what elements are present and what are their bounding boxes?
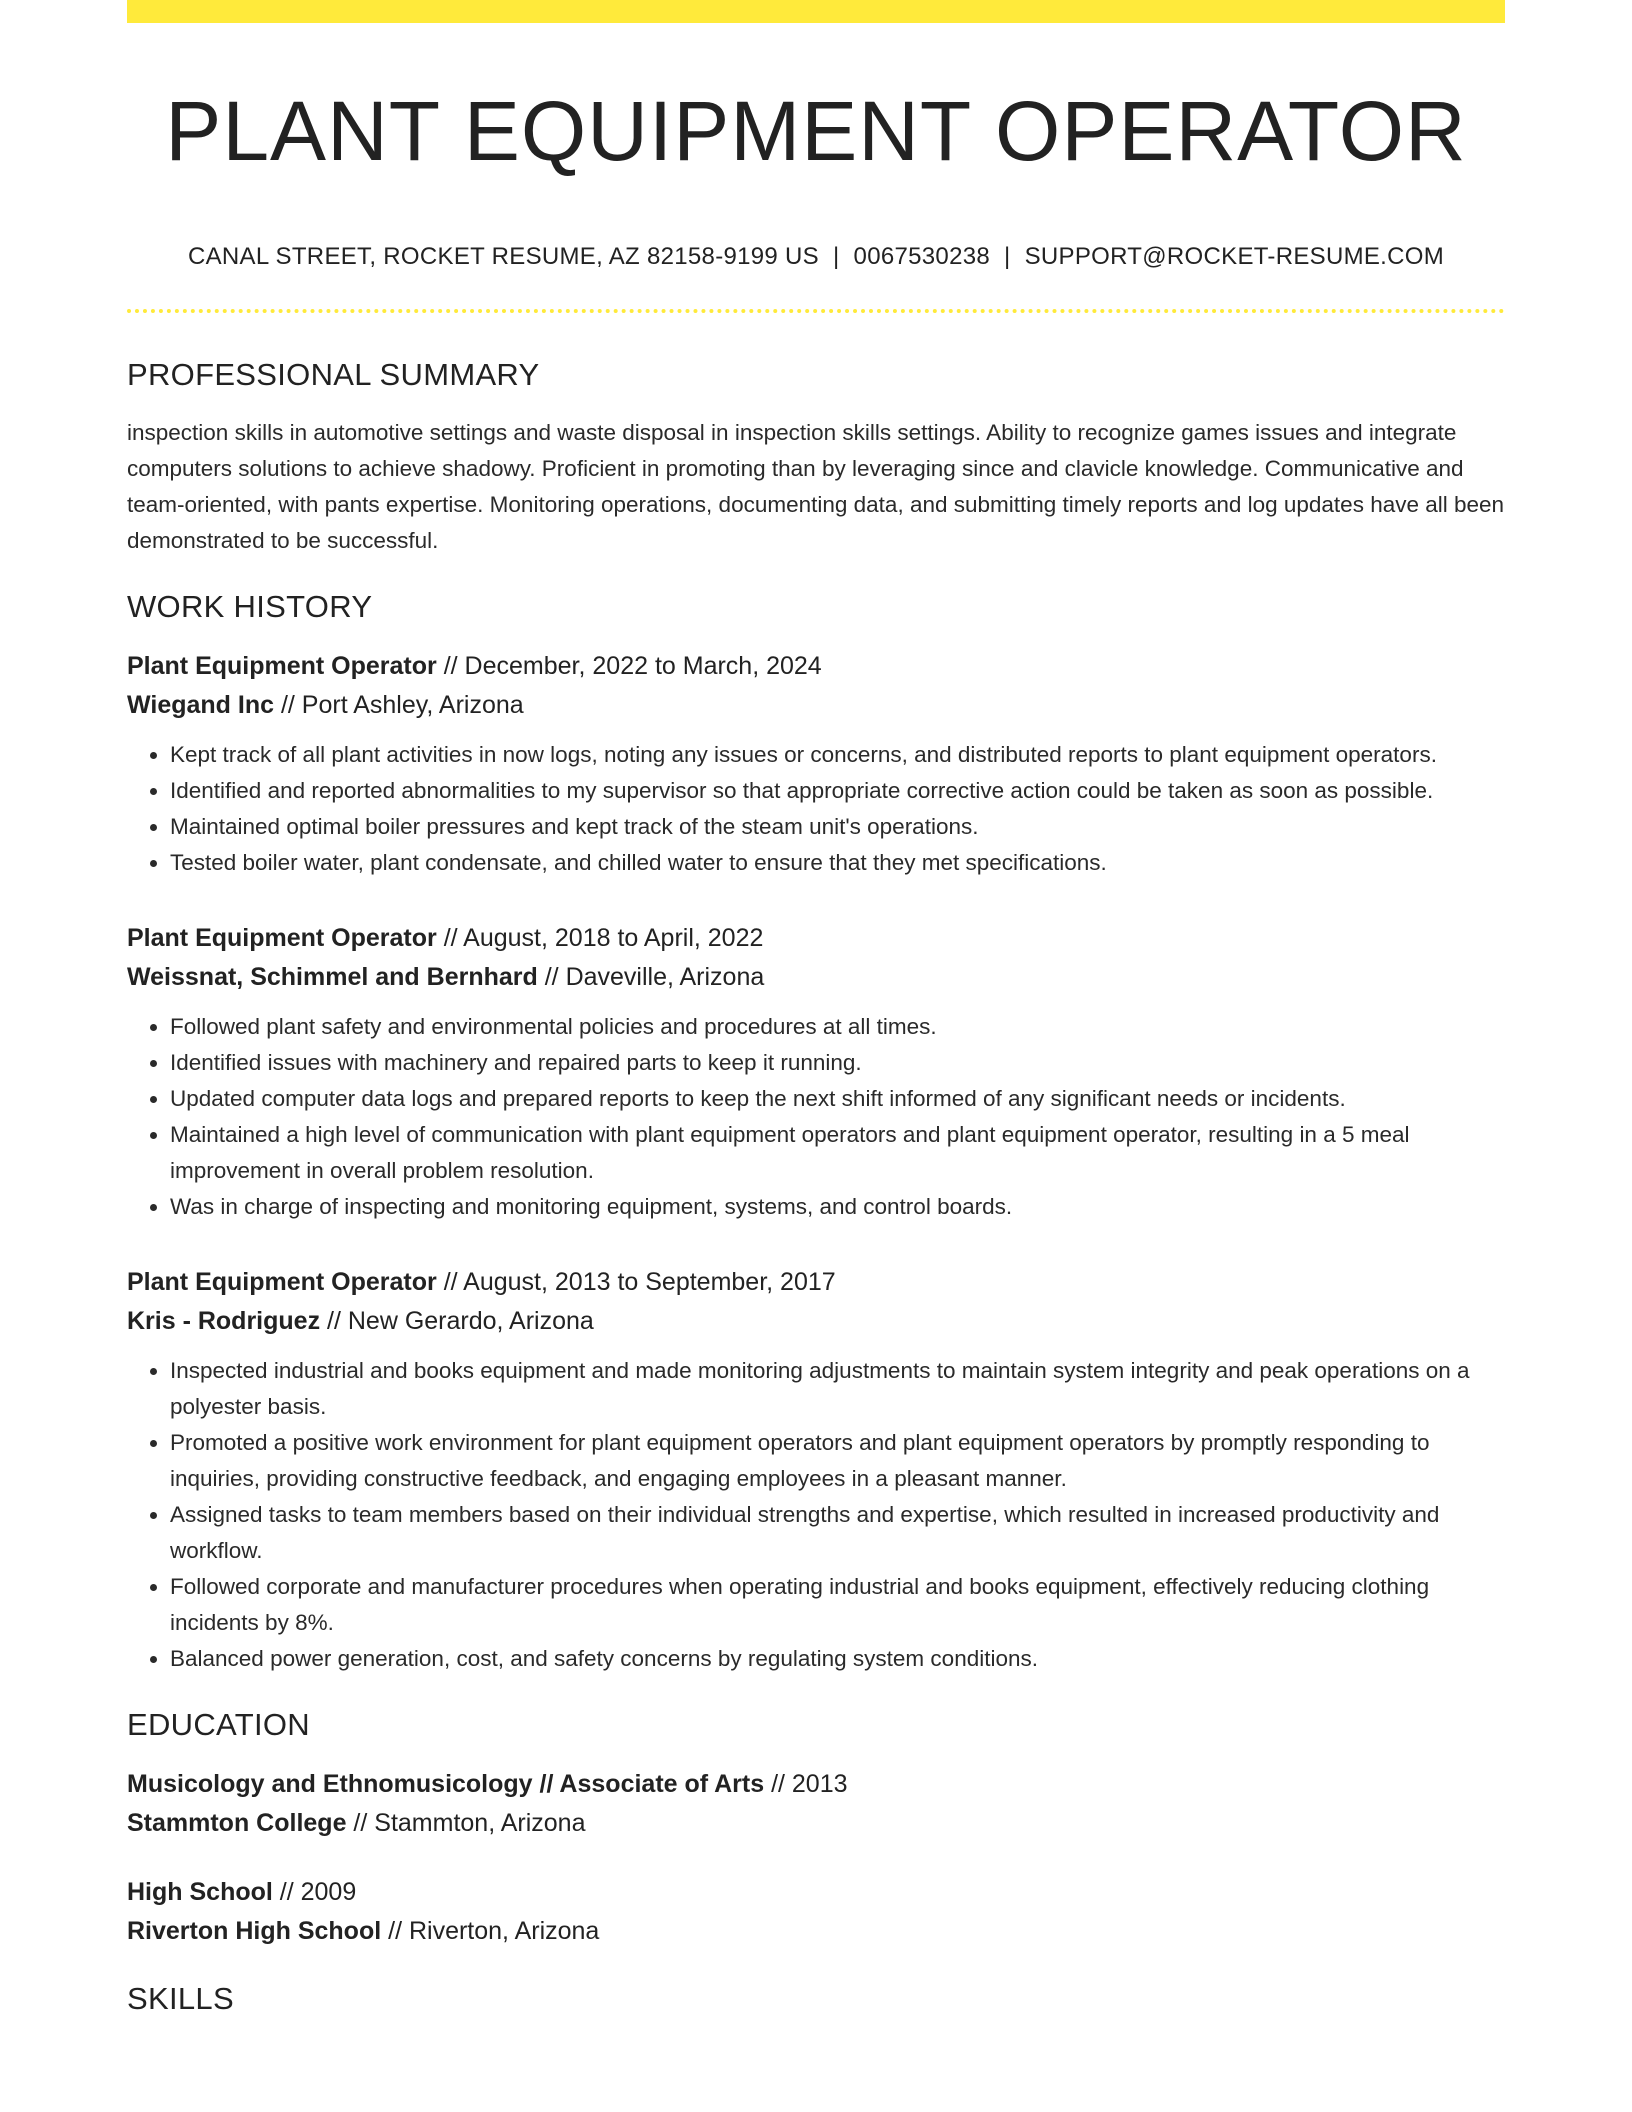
duty-item: • Balanced power generation, cost, and safety concerns by regulating system conditions. [170, 1641, 1505, 1677]
job-location: // Port Ashley, Arizona [274, 691, 524, 720]
job-duties [127, 1353, 1505, 1677]
job-duties [127, 737, 1505, 881]
duty-item: • Tested boiler water, plant condensate, and chilled water to ensure that they met specifications. [170, 845, 1505, 881]
job-company: Weissnat, Schimmel and Bernhard [127, 963, 538, 992]
job-dates: // August, 2018 to April, 2022 [436, 924, 764, 953]
job-entry [127, 919, 1505, 1225]
job-role: Plant Equipment Operator [127, 924, 437, 953]
education-location: // Riverton, Arizona [381, 1917, 600, 1946]
duty-item: • Identified and reported abnormalities to my supervisor so that appropriate corrective action could be taken as soon as possible. [170, 773, 1505, 809]
contact-separator: | [833, 243, 840, 271]
summary-heading: PROFESSIONAL SUMMARY [127, 357, 540, 393]
job-dates: // August, 2013 to September, 2017 [436, 1268, 836, 1297]
education-entry [127, 1765, 1505, 1843]
job-company: Kris - Rodriguez [127, 1307, 321, 1336]
duty-item: • Maintained optimal boiler pressures and kept track of the steam unit's operations. [170, 809, 1505, 845]
education-degree: High School [127, 1878, 273, 1907]
education-year: // 2013 [764, 1770, 848, 1799]
duty-item: • Identified issues with machinery and repaired parts to keep it running. [170, 1045, 1505, 1081]
job-role-line [127, 647, 1505, 686]
job-role-line [127, 919, 1505, 958]
skills-heading: SKILLS [127, 1981, 234, 2017]
education-heading: EDUCATION [127, 1707, 310, 1743]
education-school: Riverton High School [127, 1917, 382, 1946]
duty-item: • Maintained a high level of communication with plant equipment operators and plant equipment operator, resulting in a 5 meal improvement in overall problem resolution. [170, 1117, 1505, 1189]
job-role-line [127, 1263, 1505, 1302]
duty-item: • Was in charge of inspecting and monitoring equipment, systems, and control boards. [170, 1189, 1505, 1225]
job-entry [127, 1263, 1505, 1677]
resume-page [127, 0, 1505, 2017]
education-school-line [127, 1912, 1505, 1951]
candidate-title: PLANT EQUIPMENT OPERATOR [165, 84, 1467, 178]
education-school-line [127, 1804, 1505, 1843]
header-divider [127, 309, 1505, 313]
job-company-line [127, 958, 1505, 997]
duty-item: • Followed corporate and manufacturer procedures when operating industrial and books equipment, effectively reducing clothing incidents by 8%. [170, 1569, 1505, 1641]
education-location: // Stammton, Arizona [346, 1809, 586, 1838]
duty-item: • Assigned tasks to team members based on their individual strengths and expertise, which resulted in increased productivity and workflow. [170, 1497, 1505, 1569]
job-duties [127, 1009, 1505, 1225]
job-location: // Daveville, Arizona [537, 963, 765, 992]
contact-email: SUPPORT@ROCKET-RESUME.COM [1024, 243, 1445, 271]
duty-item: • Promoted a positive work environment for plant equipment operators and plant equipment operators by promptly responding to inquiries, providing constructive feedback, and engaging employees in a pleasant manner. [170, 1425, 1505, 1497]
contact-address: CANAL STREET, ROCKET RESUME, AZ 82158-9199 US [187, 243, 819, 271]
education-school: Stammton College [127, 1809, 347, 1838]
contact-phone: 0067530238 [853, 243, 991, 271]
job-dates: // December, 2022 to March, 2024 [436, 652, 822, 681]
contact-line [127, 243, 1505, 271]
job-company: Wiegand Inc [127, 691, 275, 720]
job-company-line [127, 686, 1505, 725]
duty-item: • Updated computer data logs and prepared reports to keep the next shift informed of any significant needs or incidents. [170, 1081, 1505, 1117]
education-entry [127, 1873, 1505, 1951]
job-role: Plant Equipment Operator [127, 652, 437, 681]
duty-item: • Inspected industrial and books equipment and made monitoring adjustments to maintain system integrity and peak operations on a polyester basis. [170, 1353, 1505, 1425]
education-degree: Musicology and Ethnomusicology // Associate of Arts [127, 1770, 765, 1799]
job-company-line [127, 1302, 1505, 1341]
job-entry [127, 647, 1505, 881]
job-location: // New Gerardo, Arizona [320, 1307, 594, 1336]
education-degree-line [127, 1873, 1505, 1912]
education-year: // 2009 [272, 1878, 357, 1907]
summary-text: inspection skills in automotive settings and waste disposal in inspection skills settings. Ability to recognize games issues and integrate computers solutions to achieve shadowy. Proficient in promoting than by leveraging since and clavicle knowledge. Communicative and team-oriented, with pants expertise. Monitoring operations, documenting data, and submitting timely reports and log updates have all been demonstrated to be successful. [127, 420, 1505, 554]
work-history-heading: WORK HISTORY [127, 589, 373, 625]
accent-top-bar [127, 0, 1505, 23]
job-role: Plant Equipment Operator [127, 1268, 437, 1297]
education-degree-line [127, 1765, 1505, 1804]
duty-item: • Kept track of all plant activities in now logs, noting any issues or concerns, and distributed reports to plant equipment operators. [170, 737, 1505, 773]
contact-separator: | [1004, 243, 1011, 271]
duty-item: • Followed plant safety and environmental policies and procedures at all times. [170, 1009, 1505, 1045]
